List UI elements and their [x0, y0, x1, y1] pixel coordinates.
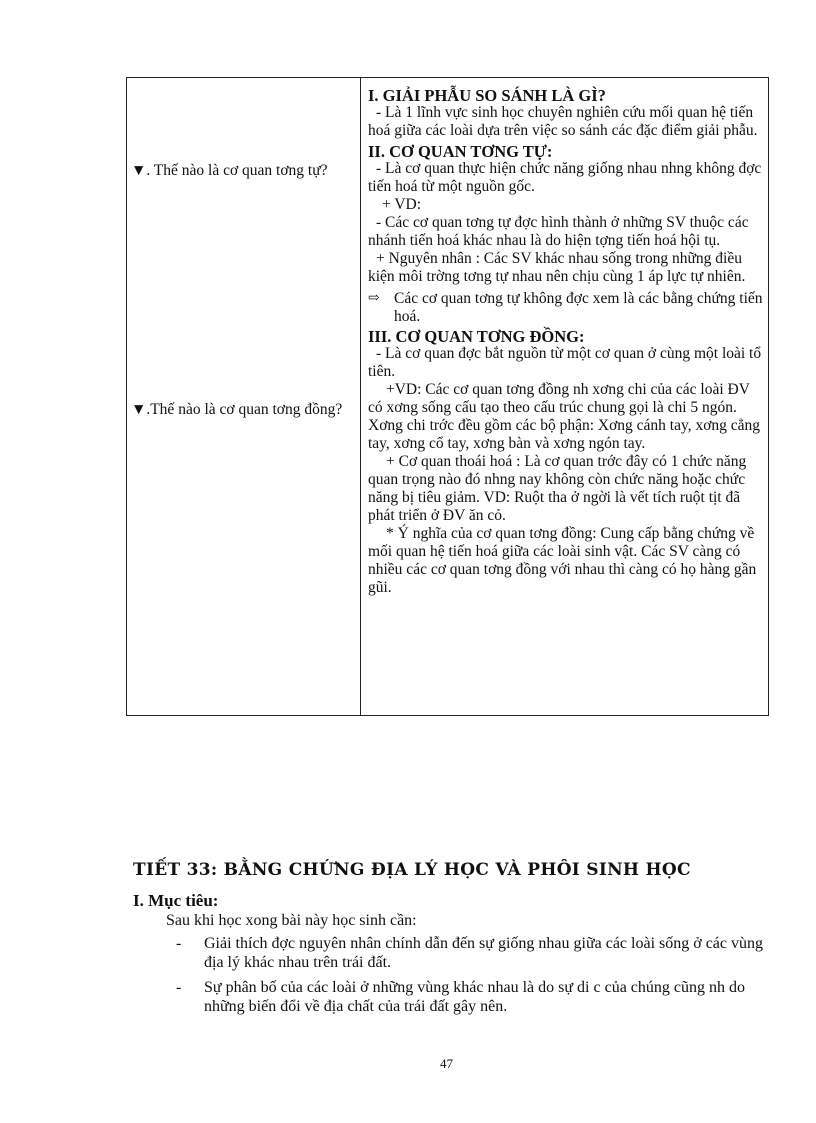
bullet-text: Sự phân bố của các loài ở những vùng khác nhau là do sự di c của chúng cũng nh do những biến đổi về địa chất của trái đất gây nên.	[204, 979, 746, 1015]
list-item	[176, 934, 766, 972]
section-2-example-label: + VD:	[382, 196, 422, 213]
list-item	[176, 978, 766, 1016]
question-analogous: ▼. Thế nào là cơ quan tơng tự?	[131, 162, 328, 179]
section-2-definition: - Là cơ quan thực hiện chức năng giống nhau nhng không đợc tiến hoá từ một nguồn gốc.	[368, 160, 762, 195]
objectives-intro: Sau khi học xong bài này học sinh cần:	[166, 912, 417, 929]
bullet-text: Giải thích đợc nguyên nhân chính dẫn đến sự giống nhau giữa các loài sống ở các vùng địa lý khác nhau trên trái đất.	[204, 935, 764, 971]
section-heading-3: III. CƠ QUAN TƠNG ĐỒNG:	[368, 327, 585, 346]
section-heading-1: I. GIẢI PHẪU SO SÁNH LÀ GÌ?	[368, 86, 606, 105]
question-homologous: ▼.Thế nào là cơ quan tơng đồng?	[131, 401, 343, 418]
section-2-example: - Các cơ quan tơng tự đợc hình thành ở những SV thuộc các nhánh tiến hoá khác nhau là do hiện tợng tiến hoá hội tụ.	[368, 214, 749, 249]
section-3-definition: - Là cơ quan đợc bắt nguồn từ một cơ quan ở cùng một loài tổ tiên.	[368, 345, 762, 380]
section-1-text: - Là 1 lĩnh vực sinh học chuyên nghiên cứu mối quan hệ tiến hoá giữa các loài dựa trên việc so sánh các đặc điểm giải phẫu.	[368, 104, 758, 139]
section-3-meaning: * Ý nghĩa của cơ quan tơng đồng: Cung cấp bằng chứng về mối quan hệ tiến hoá giữa các loài sinh vật. Các SV càng có nhiều các cơ quan tơng đồng với nhau thì càng có họ hàng gần gũi.	[368, 525, 757, 596]
column-divider	[360, 78, 361, 715]
section-2-conclusion-row	[368, 290, 763, 326]
section-heading-2: II. CƠ QUAN TƠNG TỰ:	[368, 142, 553, 161]
section-3-example: +VD: Các cơ quan tơng đồng nh xơng chi của các loài ĐV có xơng sống cấu tạo theo cấu trúc chung gọi là chi 5 ngón. Xơng chi trớc đều gồm các bộ phận: Xơng cánh tay, xơng cẳng tay, xơng cổ tay, xơng bàn và xơng ngón tay.	[368, 381, 761, 452]
section-3-vestigial: + Cơ quan thoái hoá : Là cơ quan trớc đây có 1 chức năng quan trọng nào đó nhng nay không còn chức năng hoặc chức năng bị tiêu giảm. VD: Ruột tha ở ngời là vết tích ruột tịt đã phát triển ở ĐV ăn cỏ.	[368, 453, 747, 524]
bullet-marker: -	[176, 935, 182, 952]
arrow-right-icon: ⇨	[368, 291, 380, 306]
lesson-title: TIẾT 33: BẰNG CHỨNG ĐỊA LÝ HỌC VÀ PHÔI SINH HỌC	[133, 860, 691, 880]
section-2-conclusion: Các cơ quan tơng tự không đợc xem là các bằng chứng tiến hoá.	[394, 290, 763, 325]
page-number: 47	[440, 1056, 453, 1071]
bullet-marker: -	[176, 979, 182, 996]
section-2-cause: + Nguyên nhân : Các SV khác nhau sống trong những điều kiện môi trờng tơng tự nhau nên chịu cùng 1 áp lực tự nhiên.	[368, 250, 746, 285]
objectives-list	[176, 934, 766, 1022]
objectives-heading: I. Mục tiêu:	[133, 891, 219, 910]
content-table	[126, 77, 769, 716]
answer-column	[368, 87, 763, 597]
